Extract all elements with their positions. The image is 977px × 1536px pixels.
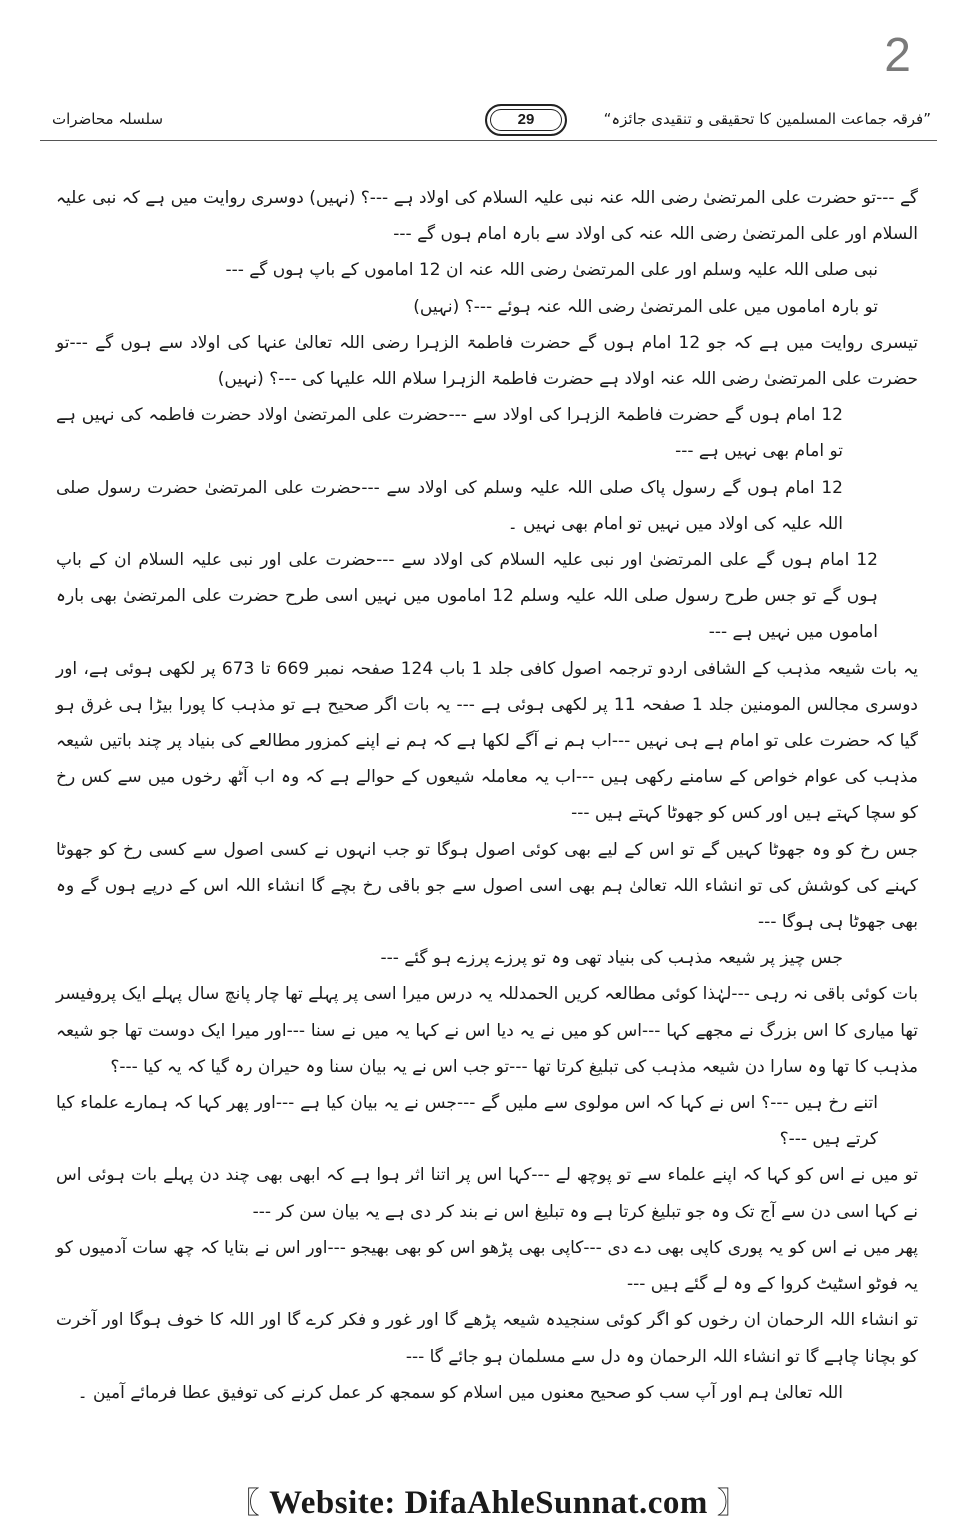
paragraph: اتنے رخ ہیں ---؟ اس نے کہا کہ اس مولوی سے ملیں گے ---جس نے یہ بیان کیا ہے ---اور پھر کہا کہ ہمارے علماء کیا کرتے ہیں ---؟ <box>56 1093 878 1150</box>
footer-open-bracket: 〖 <box>229 1487 261 1520</box>
paragraph: جس چیز پر شیعہ مذہب کی بنیاد تھی وہ تو پرزے پرزے ہو گئے --- <box>380 948 843 969</box>
paragraph: تو میں نے اس کو کہا کہ اپنے علماء سے تو پوچھ لے ---کہا اس پر اتنا اثر ہوا ہے کہ ابھی بھی چند دن پہلے بات ہوئی اس نے کہا اسی دن سے آج تک وہ جو تبلیغ کرتا ہے وہ تبلیغ اس نے بند کر دی ہے یہ بیان سن کر --- <box>56 1165 918 1222</box>
paragraph: تو انشاء اللہ الرحمان ان رخوں کو اگر کوئی سنجیدہ شیعہ پڑھے گا اور غور و فکر کرے گا اور اللہ کا خوف ہوگا اور آخرت کو بچانا چاہے گا تو انشاء اللہ الرحمان وہ دل سے مسلمان ہو جائے گا --- <box>56 1310 918 1367</box>
paragraph: 12 امام ہوں گے رسول پاک صلی اللہ علیہ وسلم کی اولاد سے ---حضرت علی المرتضیٰ حضرت رسول صلی اللہ علیہ کی اولاد میں نہیں تو امام بھی نہیں ۔ <box>56 477 843 534</box>
paragraph: 12 امام ہوں گے علی المرتضیٰ اور نبی علیہ السلام کی اولاد سے ---حضرت علی اور نبی علیہ السلام ان کے باپ ہوں گے تو جس طرح رسول صلی اللہ علیہ وسلم 12 اماموں میں نہیں اسی طرح حضرت علی المرتضیٰ بھی بارہ اماموں میں نہیں ہے --- <box>56 550 879 643</box>
book-title: ”فرقہ جماعت المسلمین کا تحقیقی و تنقیدی جائزہ“ <box>603 110 931 128</box>
paragraph: جس رخ کو وہ جھوٹا کہیں گے تو اس کے لیے بھی کوئی اصول ہوگا تو جب انہوں نے کسی اصول سے کسی رخ کو جھوٹا کہنے کی کوشش کی تو انشاء اللہ تعالیٰ ہم بھی اسی اصول سے جو باقی رخ بچے گا انشاء اللہ اس کے درپے ہوں گے وہ بھی جھوٹا ہی ہوگا --- <box>56 839 918 933</box>
page-header <box>40 100 937 144</box>
series-title: سلسلہ محاضرات <box>52 110 164 128</box>
paragraph: نبی صلی اللہ علیہ وسلم اور علی المرتضیٰ رضی اللہ عنہ ان 12 اماموں کے باپ ہوں گے --- <box>225 260 878 281</box>
header-divider <box>40 140 937 141</box>
paragraph: اللہ تعالیٰ ہم اور آپ سب کو صحیح معنوں میں اسلام کو سمجھ کر عمل کرنے کی توفیق عطا فرمائے آمین ۔ <box>77 1382 843 1403</box>
website-url: Website: DifaAhleSunnat.com <box>269 1485 708 1521</box>
website-footer <box>0 1478 977 1522</box>
paragraph: بات کوئی باقی نہ رہی ---لہٰذا کوئی مطالعہ کریں الحمدللہ یہ درس میرا اسی پر پہلے تھا چار پانچ سال پہلے ایک پروفیسر تھا میاری کا اس بزرگ نے مجھے کہا ---اس کو میں نے یہ دیا اس نے کہا یہ میں نے سنا ---اور میرا ایک دوست تھا جو شیعہ مذہب کا تھا وہ سارا دن شیعہ مذہب کی تبلیغ کرتا تھا ---تو جب اس نے یہ بیان سنا وہ حیران رہ گیا کہ یہ کیا ---؟ <box>56 984 918 1077</box>
paragraph: 12 امام ہوں گے حضرت فاطمۃ الزہرا کی اولاد سے ---حضرت علی المرتضیٰ اولاد حضرت فاطمہ کی نہیں ہے تو امام بھی نہیں ہے --- <box>56 405 843 462</box>
footer-close-bracket: 〗 <box>716 1487 748 1520</box>
corner-page-number: 2 <box>884 29 911 82</box>
paragraph: یہ بات شیعہ مذہب کے الشافی اردو ترجمہ اصول کافی جلد 1 باب 124 صفحہ نمبر 669 تا 673 پر لکھی ہوئی ہے، اور دوسری مجالس المومنین جلد 1 صفحہ 11 پر لکھی ہوئی ہے --- یہ بات اگر صحیح ہے تو مذہب کا پورا بیڑا ہی غرق ہو گیا کہ حضرت علی تو امام ہے ہی نہیں ---اب ہم نے آگے لکھا ہے کہ ہم نے اپنے کمزور مطالعے کی بنیاد پر چند باتیں شیعہ مذہب کی عوام خواص کے سامنے رکھی ہیں ---اب یہ معاملہ شیعوں کے حوالے ہے کہ وہ اب آٹھ رخوں میں سے کس رخ کو سچا کہتے ہیں اور کس کو جھوٹا کہتے ہیں --- <box>56 658 918 824</box>
page-number-badge: 29 <box>485 104 567 136</box>
paragraph: گے ---تو حضرت علی المرتضیٰ رضی اللہ عنہ نبی علیہ السلام کی اولاد ہے ---؟ (نہیں) دوسری روایت میں ہے کہ نبی علیہ السلام اور علی المرتضیٰ رضی اللہ عنہ کی اولاد سے بارہ امام ہوں گے --- <box>56 188 918 245</box>
paragraph: تیسری روایت میں ہے کہ جو 12 امام ہوں گے حضرت فاطمۃ الزہرا رضی اللہ تعالیٰ عنہا کی اولاد سے ہوں گے ---تو حضرت علی المرتضیٰ رضی اللہ عنہ اولاد ہے حضرت فاطمۃ الزہرا سلام اللہ علیہا کی ---؟ (نہیں) <box>56 332 918 390</box>
paragraph: تو بارہ اماموں میں علی المرتضیٰ رضی اللہ عنہ ہوئے ---؟ (نہیں) <box>413 296 878 317</box>
paragraph: پھر میں نے اس کو یہ پوری کاپی بھی دے دی ---کاپی بھی پڑھو اس کو بھی بھیجو ---اور اس نے بتایا کہ چھ سات آدمیوں کو یہ فوٹو اسٹیٹ کروا کے وہ لے گئے ہیں --- <box>56 1237 918 1295</box>
body-text <box>56 180 918 1411</box>
